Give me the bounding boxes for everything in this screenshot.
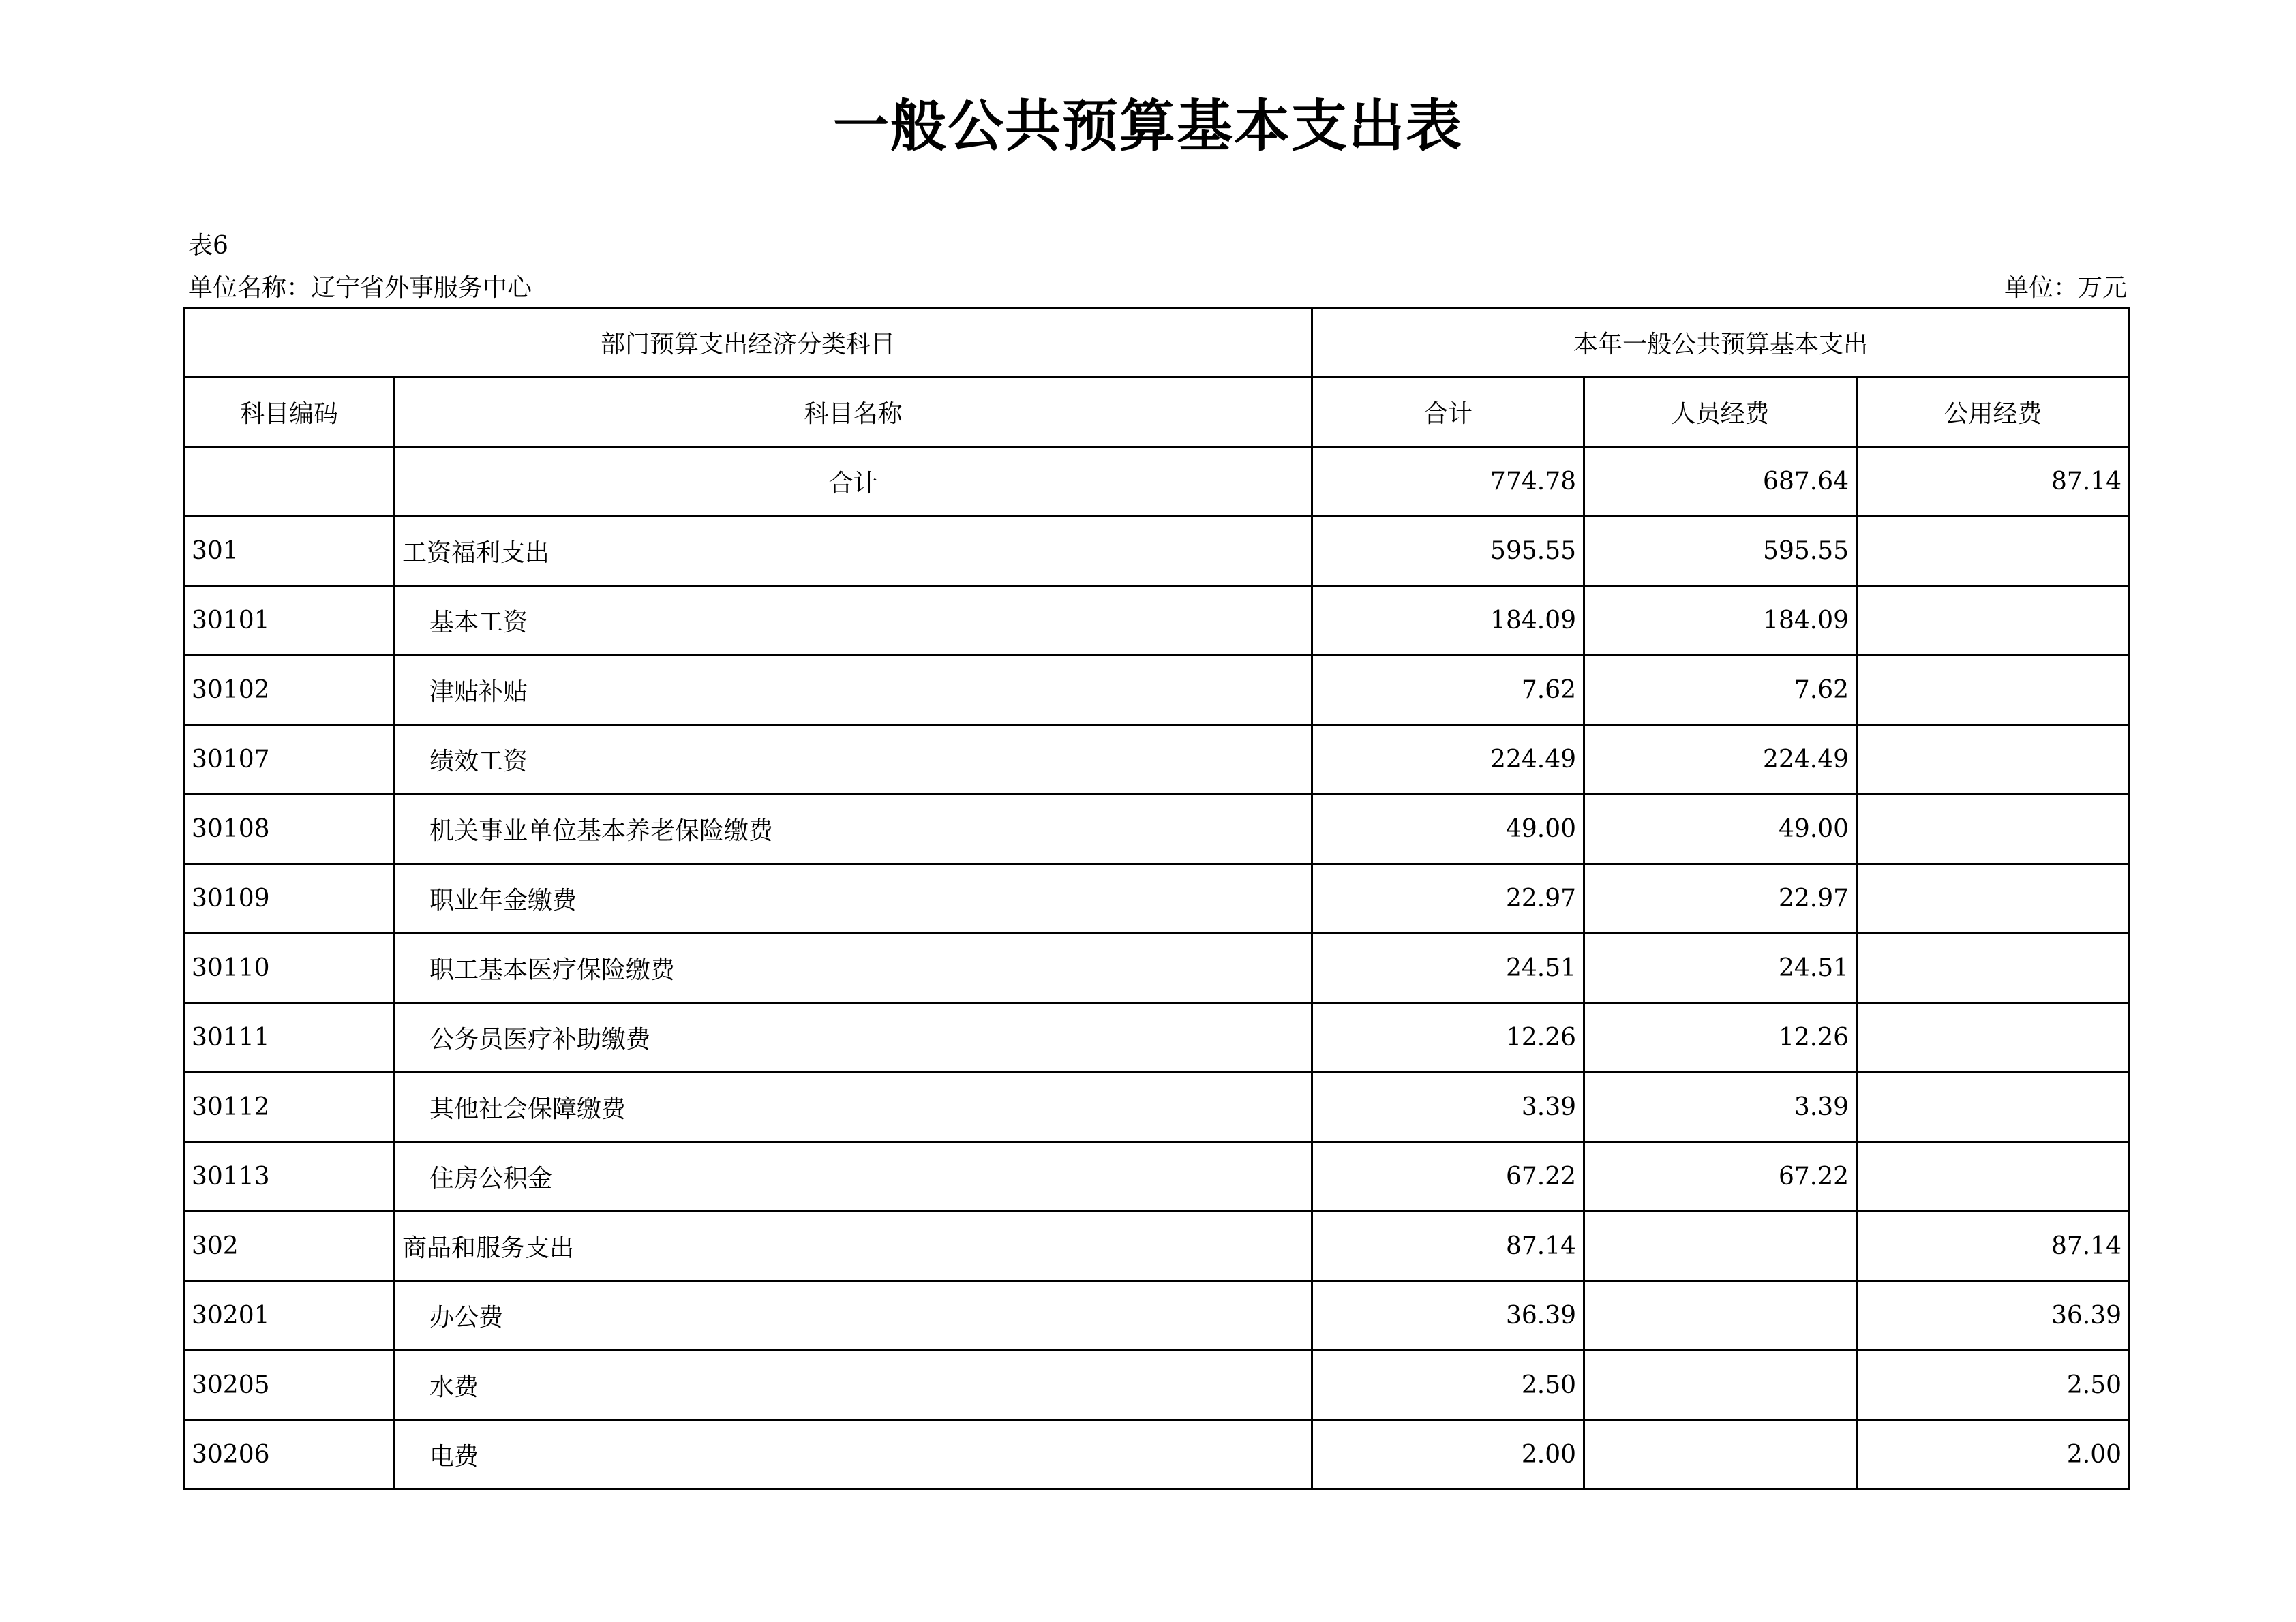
unit-label: 单位：万元 <box>2004 274 2127 302</box>
row-name: 津贴补贴 <box>395 656 1312 725</box>
table-row <box>184 1073 2130 1142</box>
header-total: 合计 <box>1312 378 1584 447</box>
total-row <box>184 447 2130 517</box>
row-total: 595.55 <box>1312 517 1584 586</box>
row-code: 30111 <box>184 1003 395 1073</box>
row-total: 3.39 <box>1312 1073 1584 1142</box>
row-code: 302 <box>184 1212 395 1281</box>
row-total: 7.62 <box>1312 656 1584 725</box>
row-personnel <box>1584 1351 1857 1420</box>
table-row <box>184 656 2130 725</box>
row-code: 30112 <box>184 1073 395 1142</box>
table-row <box>184 1420 2130 1490</box>
table-row <box>184 1351 2130 1420</box>
row-code: 30113 <box>184 1142 395 1212</box>
row-public <box>1857 795 2130 864</box>
header-group-right: 本年一般公共预算基本支出 <box>1312 308 2130 378</box>
total-total: 774.78 <box>1312 447 1584 517</box>
row-personnel: 24.51 <box>1584 934 1857 1003</box>
page-title: 一般公共预算基本支出表 <box>832 94 1463 159</box>
row-personnel <box>1584 1281 1857 1351</box>
row-total: 12.26 <box>1312 1003 1584 1073</box>
row-public <box>1857 586 2130 656</box>
total-personnel: 687.64 <box>1584 447 1857 517</box>
row-public <box>1857 725 2130 795</box>
row-public <box>1857 517 2130 586</box>
row-personnel: 22.97 <box>1584 864 1857 934</box>
row-name: 工资福利支出 <box>395 517 1312 586</box>
row-public <box>1857 656 2130 725</box>
header-group-row <box>184 308 2130 378</box>
row-name: 办公费 <box>395 1281 1312 1351</box>
row-total: 224.49 <box>1312 725 1584 795</box>
row-personnel: 67.22 <box>1584 1142 1857 1212</box>
row-total: 87.14 <box>1312 1212 1584 1281</box>
row-public: 2.50 <box>1857 1351 2130 1420</box>
row-name: 公务员医疗补助缴费 <box>395 1003 1312 1073</box>
row-code: 30206 <box>184 1420 395 1490</box>
row-public: 2.00 <box>1857 1420 2130 1490</box>
header-name: 科目名称 <box>395 378 1312 447</box>
row-total: 67.22 <box>1312 1142 1584 1212</box>
row-name: 职工基本医疗保险缴费 <box>395 934 1312 1003</box>
row-public: 87.14 <box>1857 1212 2130 1281</box>
table-row <box>184 934 2130 1003</box>
budget-table <box>183 307 2130 1490</box>
table-number: 表6 <box>188 232 228 260</box>
row-name: 其他社会保障缴费 <box>395 1073 1312 1142</box>
row-personnel: 12.26 <box>1584 1003 1857 1073</box>
header-code: 科目编码 <box>184 378 395 447</box>
table-row <box>184 864 2130 934</box>
table-row <box>184 795 2130 864</box>
header-row <box>184 378 2130 447</box>
row-personnel: 224.49 <box>1584 725 1857 795</box>
row-code: 30101 <box>184 586 395 656</box>
header-group-left: 部门预算支出经济分类科目 <box>184 308 1312 378</box>
row-public <box>1857 864 2130 934</box>
row-name: 水费 <box>395 1351 1312 1420</box>
row-total: 24.51 <box>1312 934 1584 1003</box>
header-personnel: 人员经费 <box>1584 378 1857 447</box>
row-public <box>1857 1073 2130 1142</box>
row-total: 22.97 <box>1312 864 1584 934</box>
row-name: 电费 <box>395 1420 1312 1490</box>
row-total: 184.09 <box>1312 586 1584 656</box>
row-code: 301 <box>184 517 395 586</box>
row-personnel <box>1584 1420 1857 1490</box>
row-personnel: 7.62 <box>1584 656 1857 725</box>
table-row <box>184 1142 2130 1212</box>
row-personnel <box>1584 1212 1857 1281</box>
row-name: 基本工资 <box>395 586 1312 656</box>
header-public: 公用经费 <box>1857 378 2130 447</box>
total-code <box>184 447 395 517</box>
row-code: 30201 <box>184 1281 395 1351</box>
row-public <box>1857 934 2130 1003</box>
row-total: 2.00 <box>1312 1420 1584 1490</box>
row-name: 商品和服务支出 <box>395 1212 1312 1281</box>
row-public: 36.39 <box>1857 1281 2130 1351</box>
row-name: 住房公积金 <box>395 1142 1312 1212</box>
row-public <box>1857 1003 2130 1073</box>
table-row <box>184 1003 2130 1073</box>
row-personnel: 49.00 <box>1584 795 1857 864</box>
total-name: 合计 <box>395 447 1312 517</box>
row-name: 职业年金缴费 <box>395 864 1312 934</box>
table-row <box>184 725 2130 795</box>
row-personnel: 3.39 <box>1584 1073 1857 1142</box>
row-personnel: 184.09 <box>1584 586 1857 656</box>
unit-name: 单位名称：辽宁省外事服务中心 <box>188 274 532 302</box>
table-row <box>184 1212 2130 1281</box>
row-code: 30110 <box>184 934 395 1003</box>
row-name: 机关事业单位基本养老保险缴费 <box>395 795 1312 864</box>
row-personnel: 595.55 <box>1584 517 1857 586</box>
row-public <box>1857 1142 2130 1212</box>
total-public: 87.14 <box>1857 447 2130 517</box>
row-total: 36.39 <box>1312 1281 1584 1351</box>
row-code: 30107 <box>184 725 395 795</box>
table-row <box>184 586 2130 656</box>
row-code: 30205 <box>184 1351 395 1420</box>
row-name: 绩效工资 <box>395 725 1312 795</box>
row-total: 49.00 <box>1312 795 1584 864</box>
table-row <box>184 517 2130 586</box>
row-code: 30108 <box>184 795 395 864</box>
row-code: 30109 <box>184 864 395 934</box>
row-total: 2.50 <box>1312 1351 1584 1420</box>
row-code: 30102 <box>184 656 395 725</box>
table-row <box>184 1281 2130 1351</box>
